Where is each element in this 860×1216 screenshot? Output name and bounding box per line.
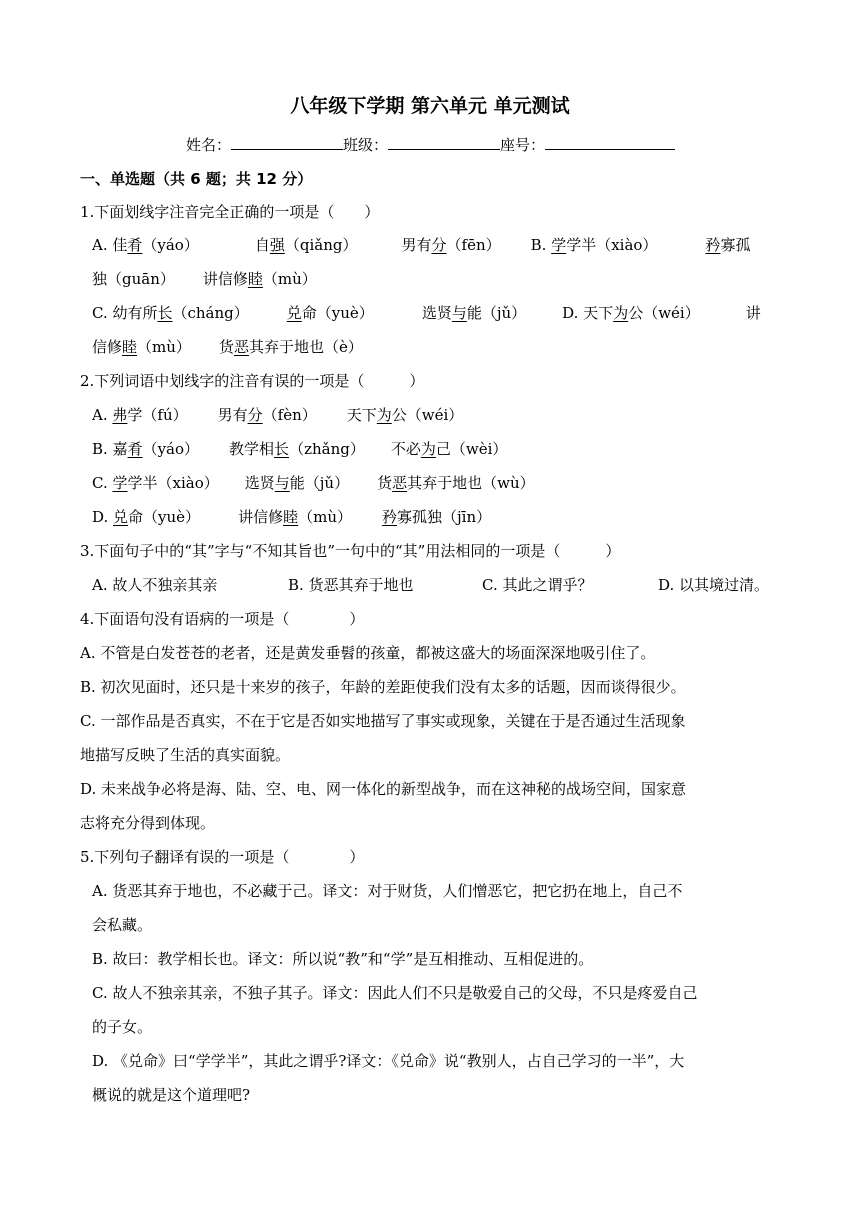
name-label: 姓名：: [186, 136, 232, 154]
q5-option-c-cont: 的子女。: [92, 1018, 153, 1036]
class-blank[interactable]: [388, 134, 500, 150]
q5-option-b: B. 故曰：教学相长也。译文：所以说“教”和“学”是互相推动、互相促进的。: [92, 950, 594, 968]
q5-option-a-cont: 会私藏。: [92, 916, 153, 934]
q1-stem: 1.下面划线字注音完全正确的一项是（ ）: [80, 203, 380, 221]
q4-option-d: D. 未来战争必将是海、陆、空、电、网一体化的新型战争，而在这神秘的战场空间，国家意: [80, 780, 687, 798]
q4-option-a: A. 不管是白发苍苍的老者，还是黄发垂髫的孩童，都被这盛大的场面深深地吸引住了。: [80, 644, 656, 662]
q4-stem: 4.下面语句没有语病的一项是（ ）: [80, 610, 365, 628]
q1-line3: C. 幼有所长（cháng） 兑命（yuè） 选贤与能（jǔ） D. 天下为公（wéi） 讲: [92, 304, 761, 322]
q1-line2: 独（guān） 讲信修睦（mù）: [92, 270, 317, 288]
q1-line1: A. 佳肴（yáo） 自强（qiǎng） 男有分（fēn） B. 学学半（xiào） 矜寡孤: [92, 236, 751, 254]
q2-option-a: A. 弗学（fú） 男有分（fèn） 天下为公（wéi）: [92, 406, 464, 424]
q5-option-d: D. 《兑命》曰“学学半”，其此之谓乎?译文：《兑命》说“教别人，占自己学习的一半”，大: [92, 1052, 685, 1070]
q5-option-c: C. 故人不独亲其亲，不独子其子。译文：因此人们不只是敬爱自己的父母，不只是疼爱自己: [92, 984, 698, 1002]
page-title: 八年级下学期 第六单元 单元测试: [290, 95, 570, 117]
q3-option-d: D. 以其境过清。: [658, 576, 770, 594]
q2-stem: 2.下列词语中划线字的注音有误的一项是（ ）: [80, 372, 425, 390]
student-info-line: [186, 134, 675, 155]
q3-option-a: A. 故人不独亲其亲: [92, 576, 218, 594]
q2-option-c: C. 学学半（xiào） 选贤与能（jǔ） 货恶其弃于地也（wù）: [92, 474, 535, 492]
q3-option-c: C. 其此之谓乎？: [482, 576, 593, 594]
q1-line4: 信修睦（mù） 货恶其弃于地也（è）: [92, 338, 363, 356]
q5-option-d-cont: 概说的就是这个道理吧?: [92, 1086, 251, 1104]
seat-label: 座号：: [500, 136, 546, 154]
q4-option-c: C. 一部作品是否真实，不在于它是否如实地描写了事实或现象，关键在于是否通过生活现象: [80, 712, 686, 730]
q3-option-b: B. 货恶其弃于地也: [288, 576, 414, 594]
section-heading: 一、单选题（共 6 题；共 12 分）: [80, 170, 313, 188]
q4-option-d-cont: 志将充分得到体现。: [80, 814, 216, 832]
q4-option-b: B. 初次见面时，还只是十来岁的孩子，年龄的差距使我们没有太多的话题，因而谈得很少。: [80, 678, 686, 696]
q4-option-c-cont: 地描写反映了生活的真实面貌。: [80, 746, 291, 764]
q5-stem: 5.下列句子翻译有误的一项是（ ）: [80, 848, 365, 866]
q5-option-a: A. 货恶其弃于地也，不必藏于己。译文：对于财货，人们憎恶它，把它扔在地上，自己不: [92, 882, 683, 900]
class-label: 班级：: [343, 136, 389, 154]
q2-option-b: B. 嘉肴（yáo） 教学相长（zhǎng） 不必为己（wèi）: [92, 440, 508, 458]
name-blank[interactable]: [231, 134, 343, 150]
q3-stem: 3.下面句子中的“其”字与“不知其旨也”一句中的“其”用法相同的一项是（ ）: [80, 542, 621, 560]
seat-blank[interactable]: [545, 134, 675, 150]
q2-option-d: D. 兑命（yuè） 讲信修睦（mù） 矜寡孤独（jīn）: [92, 508, 492, 526]
